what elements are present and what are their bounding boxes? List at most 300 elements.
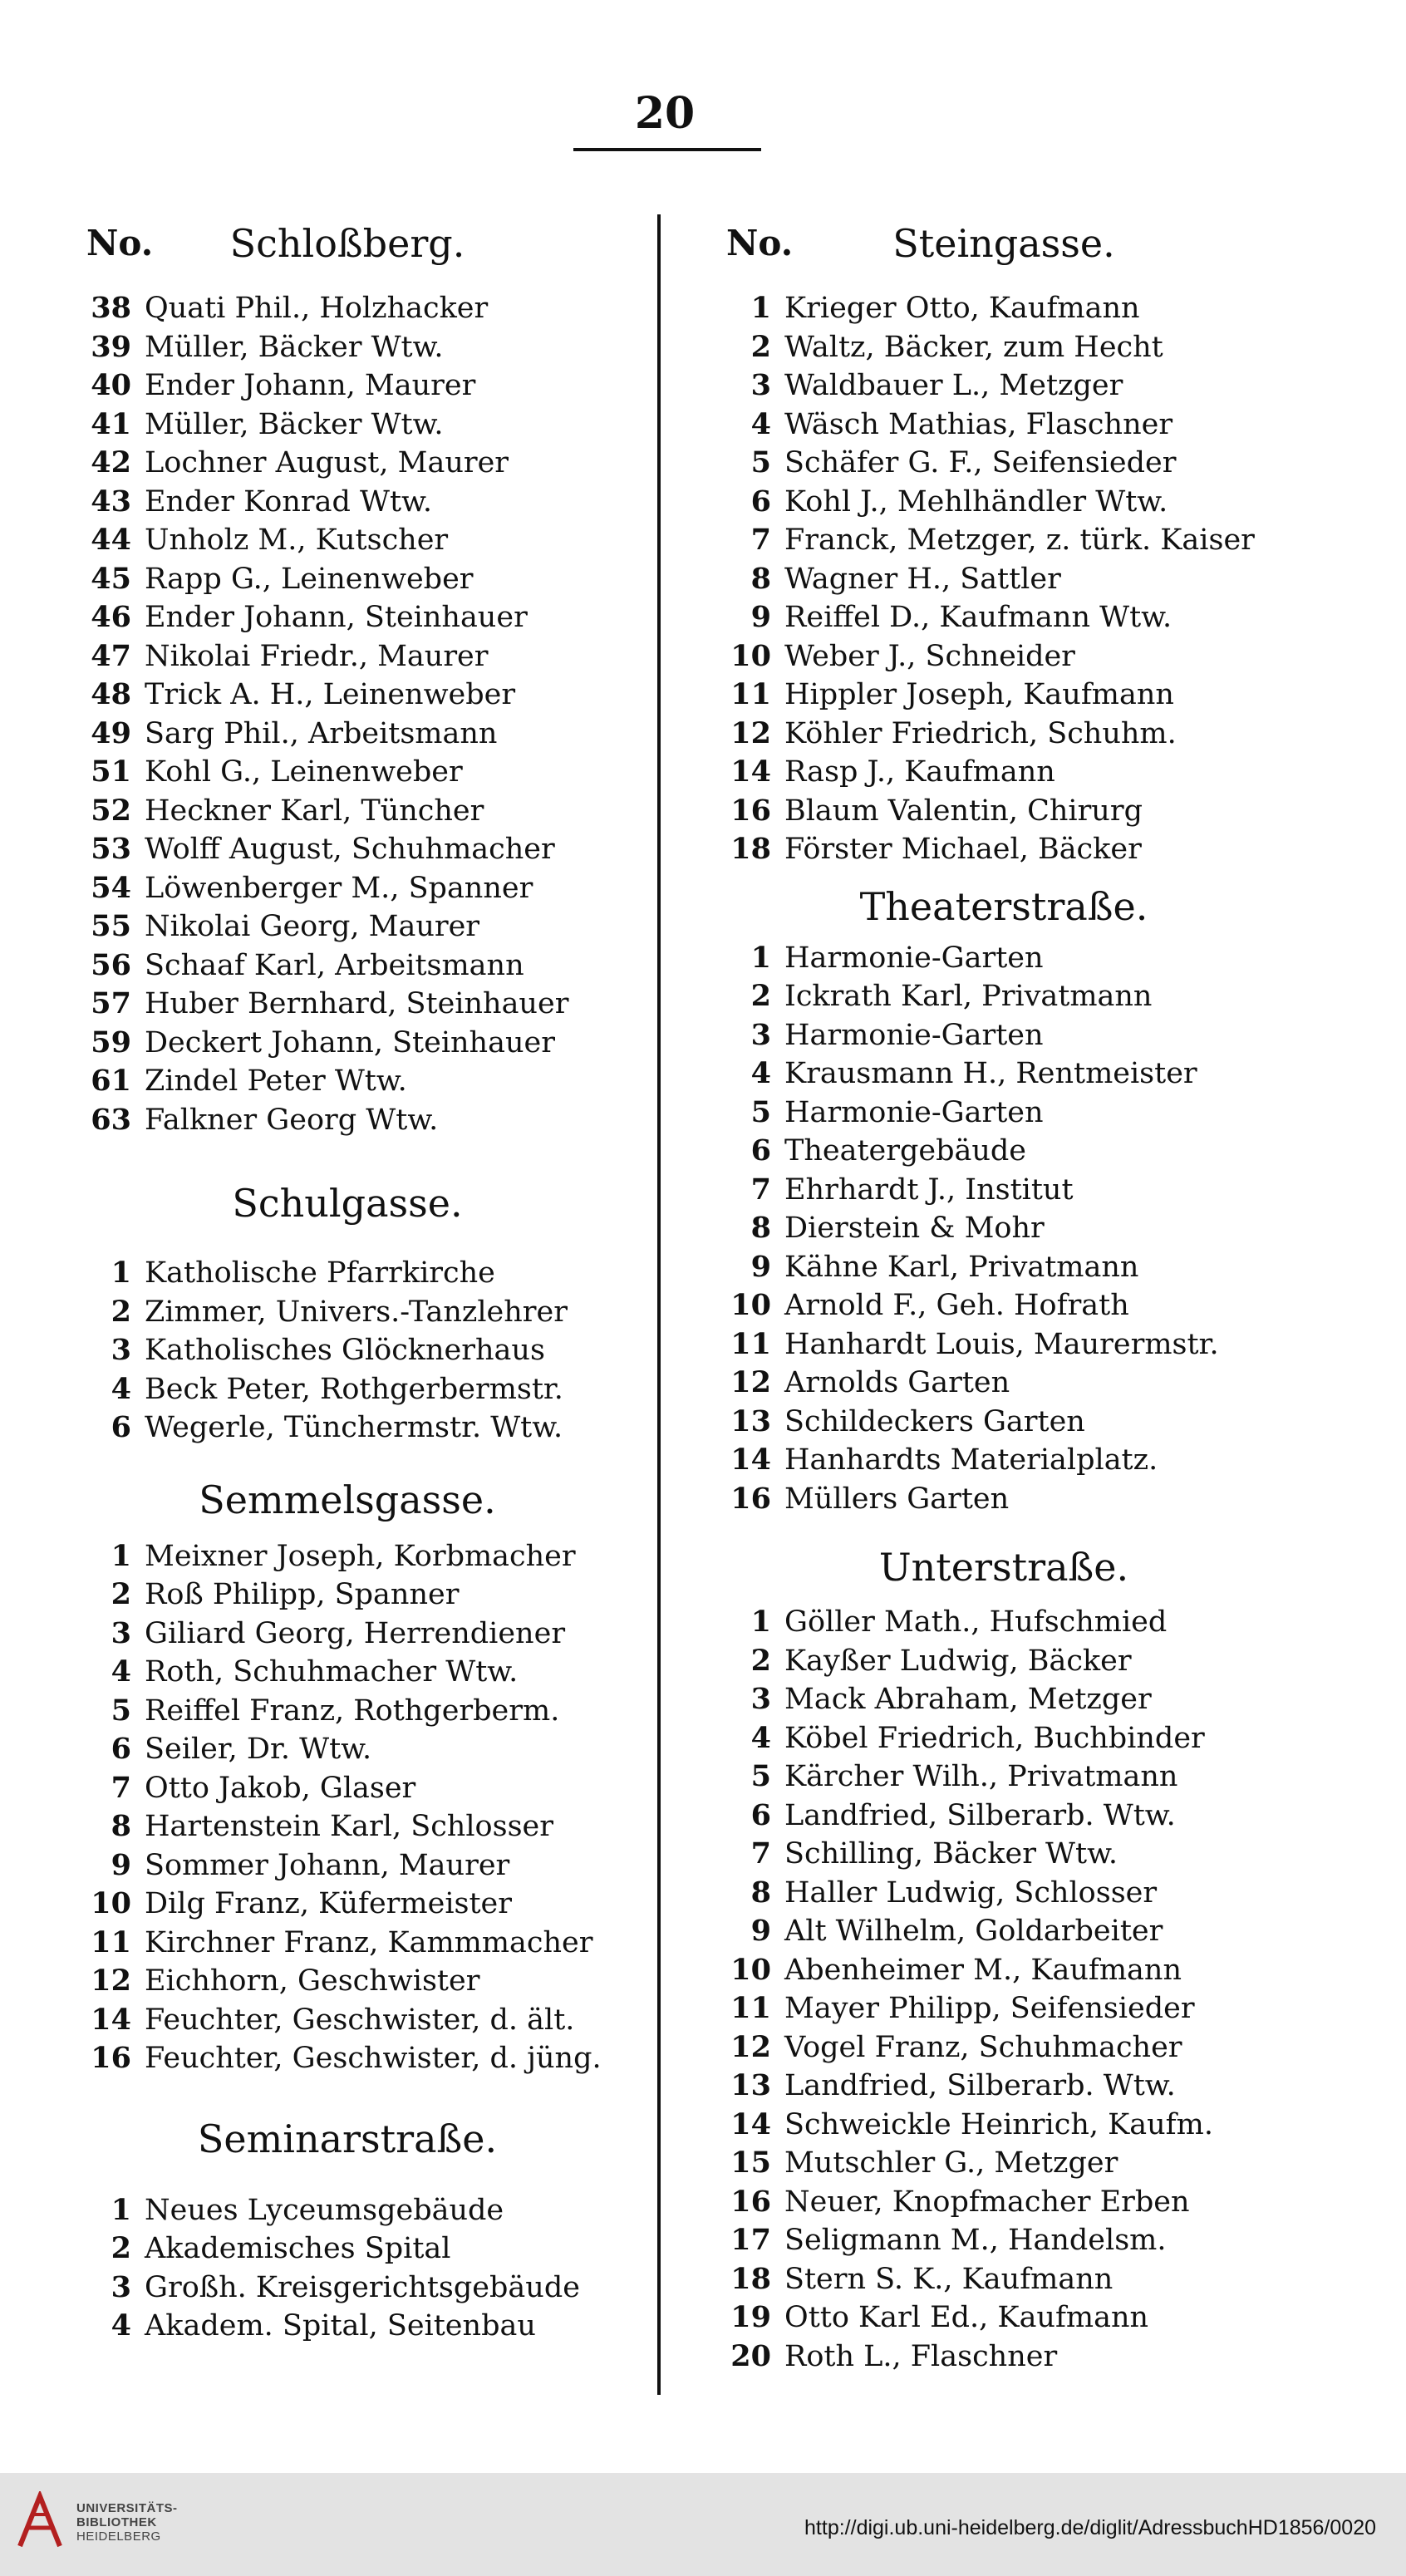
address-entry (73, 1694, 622, 1733)
resident-name: Kayßer Ludwig, Bäcker (784, 1644, 1132, 1678)
address-entry (713, 794, 1295, 833)
resident-name: Rasp J., Kaufmann (784, 755, 1055, 789)
address-entry (713, 2262, 1295, 2301)
house-number: 12 (91, 1964, 131, 1998)
resident-name: Hippler Joseph, Kaufmann (784, 678, 1174, 711)
resident-name: Schildeckers Garten (784, 1404, 1085, 1438)
house-number: 1 (750, 291, 771, 325)
resident-name: Alt Wilhelm, Goldarbeiter (784, 1915, 1163, 1948)
address-entry (73, 600, 622, 639)
house-number: 11 (730, 1326, 771, 1361)
address-entry (713, 2146, 1295, 2185)
address-entry (713, 2223, 1295, 2262)
address-entry (713, 1133, 1295, 1172)
house-number: 4 (750, 406, 771, 441)
house-number: 8 (111, 1809, 131, 1843)
house-number: 63 (91, 1102, 131, 1137)
house-number: 15 (730, 2146, 771, 2180)
resident-name: Müller, Bäcker Wtw. (145, 407, 444, 441)
house-number: 18 (730, 832, 771, 866)
address-entry (73, 2308, 622, 2347)
resident-name: Zimmer, Univers.-Tanzlehrer (145, 1295, 568, 1329)
resident-name: Schweickle Heinrich, Kaufm. (784, 2107, 1213, 2141)
resident-name: Quati Phil., Holzhacker (145, 292, 489, 325)
resident-name: Schaaf Karl, Arbeitsmann (145, 948, 524, 982)
resident-name: Weber J., Schneider (784, 639, 1075, 673)
number-column-label: No. (726, 223, 794, 263)
house-number: 4 (111, 2308, 131, 2342)
house-number: 14 (730, 1443, 771, 1477)
resident-name: Neuer, Knopfmacher Erben (784, 2185, 1190, 2219)
address-entry (713, 484, 1295, 524)
house-number: 13 (730, 1404, 771, 1438)
resident-name: Wäsch Mathias, Flaschner (784, 407, 1173, 441)
house-number: 1 (111, 2192, 131, 2227)
street-title: Semmelsgasse. (199, 1477, 496, 1522)
address-entry (73, 986, 622, 1025)
resident-name: Blaum Valentin, Chirurg (784, 794, 1143, 828)
house-number: 2 (750, 1643, 771, 1678)
resident-name: Lochner August, Maurer (145, 446, 509, 479)
resident-name: Zindel Peter Wtw. (145, 1064, 407, 1098)
address-entry (73, 1848, 622, 1887)
library-name-line1: UNIVERSITÄTS- (76, 2501, 178, 2515)
footer-bar (0, 2473, 1406, 2576)
resident-name: Stern S. K., Kaufmann (784, 2262, 1113, 2296)
house-number: 43 (91, 484, 131, 519)
house-number: 54 (91, 870, 131, 905)
house-number: 14 (730, 2107, 771, 2141)
resident-name: Otto Jakob, Glaser (145, 1771, 416, 1805)
address-entry (713, 523, 1295, 562)
resident-name: Roth L., Flaschner (784, 2339, 1058, 2373)
house-number: 6 (111, 1410, 131, 1444)
resident-name: Kähne Karl, Privatmann (784, 1250, 1139, 1284)
house-number: 14 (730, 755, 771, 789)
address-entry (713, 1875, 1295, 1915)
street-title: Schloßberg. (229, 221, 465, 266)
address-entry (73, 1539, 622, 1578)
house-number: 4 (111, 1371, 131, 1406)
house-number: 11 (91, 1925, 131, 1959)
resident-name: Meixner Joseph, Korbmacher (145, 1539, 576, 1573)
house-number: 16 (91, 2041, 131, 2075)
resident-name: Hanhardt Louis, Maurermstr. (784, 1327, 1219, 1361)
resident-name: Schilling, Bäcker Wtw. (784, 1837, 1118, 1871)
resident-name: Köbel Friedrich, Buchbinder (784, 1721, 1205, 1755)
address-entry (713, 1443, 1295, 1482)
resident-name: Theatergebäude (784, 1134, 1027, 1168)
resident-name: Dierstein & Mohr (784, 1212, 1045, 1245)
address-entry (73, 484, 622, 524)
house-number: 16 (730, 2184, 771, 2219)
resident-name: Göller Math., Hufschmied (784, 1605, 1168, 1639)
house-number: 12 (730, 1365, 771, 1399)
resident-name: Reiffel Franz, Rothgerberm. (145, 1694, 560, 1728)
address-entry (73, 1333, 622, 1372)
address-entry (713, 1056, 1295, 1095)
house-number: 5 (750, 445, 771, 479)
house-number: 10 (730, 1952, 771, 1987)
house-number: 1 (111, 1538, 131, 1573)
house-number: 12 (730, 715, 771, 750)
address-entry (73, 523, 622, 562)
address-entry (73, 832, 622, 871)
street-title: Seminarstraße. (197, 2116, 498, 2161)
column-header (713, 218, 1295, 284)
house-number: 38 (91, 291, 131, 325)
resident-name: Eichhorn, Geschwister (145, 1964, 480, 1998)
address-entry (713, 1404, 1295, 1443)
house-number: 13 (730, 2068, 771, 2102)
address-entry (73, 1025, 622, 1064)
resident-name: Katholische Pfarrkirche (145, 1256, 495, 1290)
house-number: 16 (730, 1481, 771, 1516)
library-name-line2: BIBLIOTHEK (76, 2515, 157, 2529)
resident-name: Kohl G., Leinenweber (145, 755, 463, 789)
resident-name: Löwenberger M., Spanner (145, 871, 533, 905)
house-number: 7 (750, 1172, 771, 1207)
address-entry (713, 1172, 1295, 1212)
address-entry (713, 832, 1295, 871)
address-entry (713, 1644, 1295, 1683)
house-number: 9 (750, 1914, 771, 1948)
house-number: 42 (91, 445, 131, 479)
street-title: Schulgasse. (232, 1181, 463, 1226)
resident-name: Heckner Karl, Tüncher (145, 794, 484, 828)
house-number: 2 (750, 329, 771, 364)
address-entry (73, 2193, 622, 2232)
address-entry (713, 1018, 1295, 1057)
address-entry (73, 1577, 622, 1616)
house-number: 1 (750, 1605, 771, 1639)
house-number: 6 (750, 484, 771, 519)
resident-name: Katholisches Glöcknerhaus (145, 1334, 545, 1367)
resident-name: Harmonie-Garten (784, 941, 1044, 975)
address-entry (73, 1964, 622, 2003)
address-entry (73, 794, 622, 833)
resident-name: Hartenstein Karl, Schlosser (145, 1810, 553, 1843)
resident-name: Nikolai Friedr., Maurer (145, 639, 489, 673)
house-number: 55 (91, 909, 131, 943)
resident-name: Deckert Johann, Steinhauer (145, 1025, 555, 1059)
address-entry (73, 368, 622, 407)
house-number: 3 (111, 1615, 131, 1650)
house-number: 61 (91, 1064, 131, 1098)
house-number: 5 (111, 1693, 131, 1728)
house-number: 3 (111, 2269, 131, 2304)
house-number: 17 (730, 2223, 771, 2257)
house-number: 7 (750, 523, 771, 557)
house-number: 57 (91, 986, 131, 1020)
house-number: 52 (91, 793, 131, 828)
resident-name: Mayer Philipp, Seifensieder (784, 1992, 1195, 2025)
resident-name: Haller Ludwig, Schlosser (784, 1875, 1158, 1910)
address-entry (73, 330, 622, 369)
house-number: 11 (730, 677, 771, 711)
address-entry (73, 1372, 622, 1411)
resident-name: Kohl J., Mehlhändler Wtw. (784, 484, 1168, 519)
address-entry (73, 1809, 622, 1848)
address-entry (73, 1886, 622, 1925)
resident-name: Harmonie-Garten (784, 1095, 1044, 1129)
address-entry (73, 1616, 622, 1655)
address-entry (713, 445, 1295, 484)
resident-name: Ender Johann, Maurer (145, 369, 476, 402)
resident-name: Dilg Franz, Küfermeister (145, 1887, 512, 1920)
house-number: 56 (91, 947, 131, 982)
address-entry (73, 1256, 622, 1295)
resident-name: Seiler, Dr. Wtw. (145, 1733, 372, 1766)
address-entry (73, 1925, 622, 1964)
resident-name: Roß Philipp, Spanner (145, 1578, 460, 1611)
resident-name: Neues Lyceumsgebäude (145, 2193, 504, 2227)
address-entry (73, 2041, 622, 2080)
address-entry (73, 2231, 622, 2270)
resident-name: Nikolai Georg, Maurer (145, 910, 480, 943)
address-entry (713, 2185, 1295, 2224)
resident-name: Sommer Johann, Maurer (145, 1848, 510, 1882)
house-number: 59 (91, 1025, 131, 1059)
address-entry (73, 1654, 622, 1694)
address-entry (73, 1295, 622, 1334)
house-number: 4 (111, 1654, 131, 1689)
resident-name: Rapp G., Leinenweber (145, 562, 474, 596)
house-number: 11 (730, 1991, 771, 2025)
address-entry (713, 1798, 1295, 1837)
address-entry (713, 2339, 1295, 2378)
resident-name: Arnold F., Geh. Hofrath (784, 1289, 1129, 1322)
house-number: 16 (730, 793, 771, 828)
left-column (73, 218, 622, 2347)
address-entry (713, 2300, 1295, 2339)
resident-name: Reiffel D., Kaufmann Wtw. (784, 601, 1172, 634)
address-entry (73, 871, 622, 910)
address-entry (73, 562, 622, 601)
resident-name: Mack Abraham, Metzger (784, 1683, 1152, 1716)
house-number: 2 (111, 2231, 131, 2265)
resident-name: Landfried, Silberarb. Wtw. (784, 1798, 1176, 1832)
resident-name: Vogel Franz, Schuhmacher (784, 2030, 1182, 2064)
address-entry (713, 1836, 1295, 1875)
house-number: 3 (750, 368, 771, 402)
house-number: 53 (91, 832, 131, 866)
resident-name: Waldbauer L., Metzger (784, 369, 1123, 402)
house-number: 10 (730, 638, 771, 673)
house-number: 48 (91, 677, 131, 711)
address-entry (73, 716, 622, 755)
address-entry (713, 677, 1295, 716)
library-name-line3: HEIDELBERG (76, 2529, 161, 2544)
resident-name: Kärcher Wilh., Privatmann (784, 1760, 1178, 1793)
resident-name: Akadem. Spital, Seitenbau (145, 2309, 536, 2342)
resident-name: Schäfer G. F., Seifensieder (784, 446, 1177, 479)
house-number: 1 (111, 1256, 131, 1290)
source-url-link[interactable]: http://digi.ub.uni-heidelberg.de/diglit/AdressbuchHD1856/0020 (804, 2516, 1376, 2539)
house-number: 6 (750, 1797, 771, 1832)
column-divider (657, 214, 661, 2395)
address-entry (73, 291, 622, 330)
house-number: 5 (750, 1759, 771, 1793)
house-number: 19 (730, 2300, 771, 2334)
resident-name: Feuchter, Geschwister, d. ält. (145, 2003, 575, 2037)
address-entry (713, 1721, 1295, 1760)
address-entry (713, 639, 1295, 678)
address-entry (713, 1759, 1295, 1798)
house-number: 39 (91, 329, 131, 364)
resident-name: Feuchter, Geschwister, d. jüng. (145, 2042, 602, 2075)
house-number: 10 (91, 1886, 131, 1920)
address-entry (713, 1914, 1295, 1953)
resident-name: Otto Karl Ed., Kaufmann (784, 2301, 1149, 2334)
address-entry (73, 445, 622, 484)
address-entry (713, 1211, 1295, 1250)
resident-name: Roth, Schuhmacher Wtw. (145, 1655, 519, 1689)
address-entry (713, 716, 1295, 755)
house-number: 7 (750, 1836, 771, 1871)
address-entry (713, 407, 1295, 446)
house-number: 44 (91, 523, 131, 557)
resident-name: Müllers Garten (784, 1482, 1010, 1516)
resident-name: Trick A. H., Leinenweber (145, 678, 516, 711)
address-entry (713, 1095, 1295, 1134)
house-number: 41 (91, 406, 131, 441)
address-entry (73, 755, 622, 794)
house-number: 1 (750, 940, 771, 975)
number-column-label: No. (86, 223, 154, 263)
address-entry (713, 1953, 1295, 1992)
house-number: 12 (730, 2029, 771, 2064)
resident-name: Huber Bernhard, Steinhauer (145, 987, 569, 1020)
resident-name: Abenheimer M., Kaufmann (784, 1953, 1182, 1987)
page-number: 20 (634, 88, 696, 139)
house-number: 3 (750, 1017, 771, 1052)
address-entry (713, 1682, 1295, 1721)
resident-name: Ickrath Karl, Privatmann (784, 980, 1153, 1013)
address-entry (713, 1991, 1295, 2030)
house-number: 8 (750, 1875, 771, 1910)
house-number: 14 (91, 2002, 131, 2037)
house-number: 8 (750, 561, 771, 596)
resident-name: Krausmann H., Rentmeister (784, 1057, 1197, 1090)
address-entry (713, 1482, 1295, 1521)
street-title: Theaterstraße. (859, 883, 1148, 929)
address-entry (73, 1771, 622, 1810)
resident-name: Seligmann M., Handelsm. (784, 2224, 1167, 2257)
address-entry (713, 600, 1295, 639)
resident-name: Müller, Bäcker Wtw. (145, 330, 444, 364)
house-number: 49 (91, 715, 131, 750)
resident-name: Akademisches Spital (145, 2232, 451, 2265)
resident-name: Waltz, Bäcker, zum Hecht (784, 330, 1163, 364)
resident-name: Ender Konrad Wtw. (145, 484, 432, 519)
address-entry (713, 291, 1295, 330)
house-number: 4 (750, 1056, 771, 1090)
address-entry (73, 2003, 622, 2042)
address-entry (713, 368, 1295, 407)
address-entry (73, 677, 622, 716)
house-number: 2 (750, 979, 771, 1013)
house-number: 18 (730, 2261, 771, 2296)
resident-name: Ender Johann, Steinhauer (145, 601, 528, 634)
address-entry (713, 1605, 1295, 1644)
address-entry (73, 1103, 622, 1142)
house-number: 10 (730, 1288, 771, 1322)
address-entry (713, 562, 1295, 601)
resident-name: Krieger Otto, Kaufmann (784, 292, 1140, 325)
house-number: 3 (750, 1682, 771, 1716)
address-entry (73, 639, 622, 678)
address-entry (713, 1288, 1295, 1327)
house-number: 9 (750, 600, 771, 634)
address-entry (713, 1327, 1295, 1366)
address-entry (73, 909, 622, 948)
address-entry (713, 330, 1295, 369)
resident-name: Unholz M., Kutscher (145, 524, 449, 557)
house-number: 4 (750, 1720, 771, 1755)
resident-name: Franck, Metzger, z. türk. Kaiser (784, 524, 1255, 557)
house-number: 47 (91, 638, 131, 673)
house-number: 9 (111, 1847, 131, 1882)
house-number: 7 (111, 1770, 131, 1805)
resident-name: Ehrhardt J., Institut (784, 1172, 1074, 1207)
house-number: 8 (750, 1211, 771, 1245)
address-entry (73, 1732, 622, 1771)
address-entry (713, 1365, 1295, 1404)
address-entry (713, 2030, 1295, 2069)
resident-name: Förster Michael, Bäcker (784, 833, 1142, 866)
house-number: 3 (111, 1333, 131, 1367)
address-entry (713, 755, 1295, 794)
resident-name: Hanhardts Materialplatz. (784, 1443, 1158, 1477)
resident-name: Wagner H., Sattler (784, 562, 1061, 596)
resident-name: Harmonie-Garten (784, 1018, 1044, 1052)
resident-name: Falkner Georg Wtw. (145, 1103, 439, 1137)
house-number: 20 (730, 2338, 771, 2373)
house-number: 2 (111, 1577, 131, 1611)
house-number: 5 (750, 1094, 771, 1129)
house-number: 6 (750, 1133, 771, 1168)
address-entry (713, 2068, 1295, 2107)
house-number: 9 (750, 1249, 771, 1284)
address-entry (713, 941, 1295, 980)
university-library-logo-icon (15, 2491, 65, 2551)
address-entry (73, 2270, 622, 2309)
address-entry (73, 407, 622, 446)
resident-name: Giliard Georg, Herrendiener (145, 1616, 566, 1650)
house-number: 45 (91, 561, 131, 596)
resident-name: Köhler Friedrich, Schuhm. (784, 716, 1177, 750)
house-number: 46 (91, 600, 131, 634)
page-number-rule (573, 148, 761, 151)
address-entry (713, 1250, 1295, 1289)
house-number: 40 (91, 368, 131, 402)
street-title: Steingasse. (892, 221, 1115, 266)
resident-name: Beck Peter, Rothgerbermstr. (145, 1372, 563, 1406)
resident-name: Kirchner Franz, Kammmacher (145, 1925, 593, 1959)
house-number: 6 (111, 1732, 131, 1766)
address-entry (73, 948, 622, 987)
resident-name: Mutschler G., Metzger (784, 2146, 1118, 2180)
resident-name: Sarg Phil., Arbeitsmann (145, 716, 498, 750)
resident-name: Großh. Kreisgerichtsgebäude (145, 2270, 580, 2304)
right-column (713, 218, 1295, 2377)
library-name (76, 2501, 178, 2544)
address-entry (73, 1410, 622, 1449)
resident-name: Arnolds Garten (784, 1366, 1010, 1399)
resident-name: Landfried, Silberarb. Wtw. (784, 2069, 1176, 2102)
address-entry (73, 1064, 622, 1103)
